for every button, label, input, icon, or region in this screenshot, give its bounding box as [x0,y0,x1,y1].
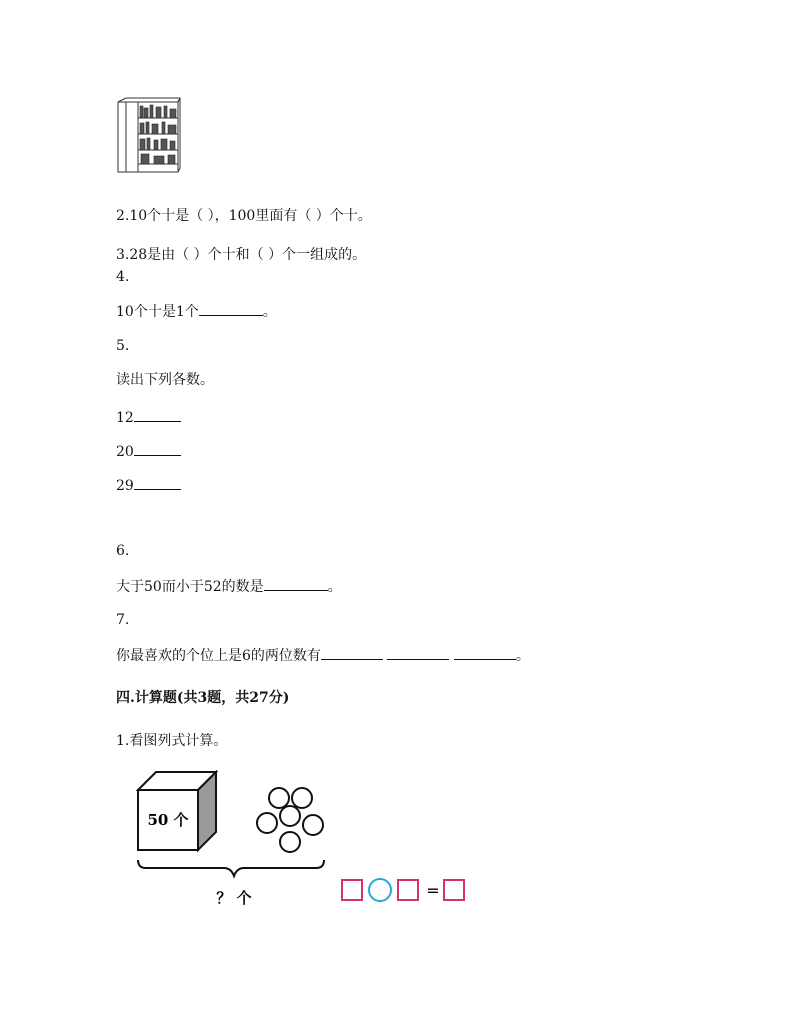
question-4-text: 10个十是1个 [116,304,199,320]
answer-blank[interactable] [134,408,181,422]
circle-icon [292,788,312,808]
circle-icon [280,832,300,852]
number-value: 29 [116,478,134,494]
calc-figure [130,770,475,915]
question-6-text: 大于50而小于52的数是 [116,579,264,595]
question-6-number: 6. [116,543,130,559]
number-item [116,476,181,495]
answer-blank[interactable] [264,577,328,591]
question-3: 3.28是由（ ）个十和（ ）个一组成的。 [116,247,367,263]
answer-square[interactable] [444,880,464,900]
brace [138,860,324,876]
equals-sign: = [426,881,440,900]
question-4-number: 4. [116,269,130,285]
question-4-end: 。 [262,304,277,320]
question-5-prompt: 读出下列各数。 [116,372,214,388]
circle-icon [280,806,300,826]
bookshelf-illustration [116,96,182,174]
answer-blank[interactable] [199,302,263,316]
answer-square[interactable] [342,880,362,900]
number-item [116,442,181,461]
question-5-number: 5. [116,338,130,354]
question-7-number: 7. [116,612,130,628]
answer-blank[interactable] [134,476,181,490]
section-heading: 四.计算题(共3题，共27分) [116,690,290,706]
circle-group [257,788,323,852]
question-7-end: 。 [515,648,530,664]
answer-blank[interactable] [321,646,383,660]
answer-square[interactable] [398,880,418,900]
question-7-line [116,646,530,665]
answer-blank[interactable] [387,646,449,660]
question-4-line [116,302,277,321]
cube-icon [138,772,216,850]
operator-circle[interactable] [369,879,391,901]
number-value: 20 [116,444,134,460]
question-7-text: 你最喜欢的个位上是6的两位数有 [116,648,321,664]
circle-icon [303,815,323,835]
circle-icon [269,788,289,808]
question-6-line [116,577,342,596]
question-6-end: 。 [327,579,342,595]
brace-label: ？ 个 [216,889,252,907]
answer-blank[interactable] [134,442,181,456]
number-value: 12 [116,410,134,426]
calc-question-1: 1.看图列式计算。 [116,733,228,749]
box-label: 50 个 [147,811,189,829]
circle-icon [257,813,277,833]
number-item [116,408,181,427]
question-2: 2.10个十是（ ），100里面有（ ）个十。 [116,208,372,224]
answer-blank[interactable] [454,646,516,660]
